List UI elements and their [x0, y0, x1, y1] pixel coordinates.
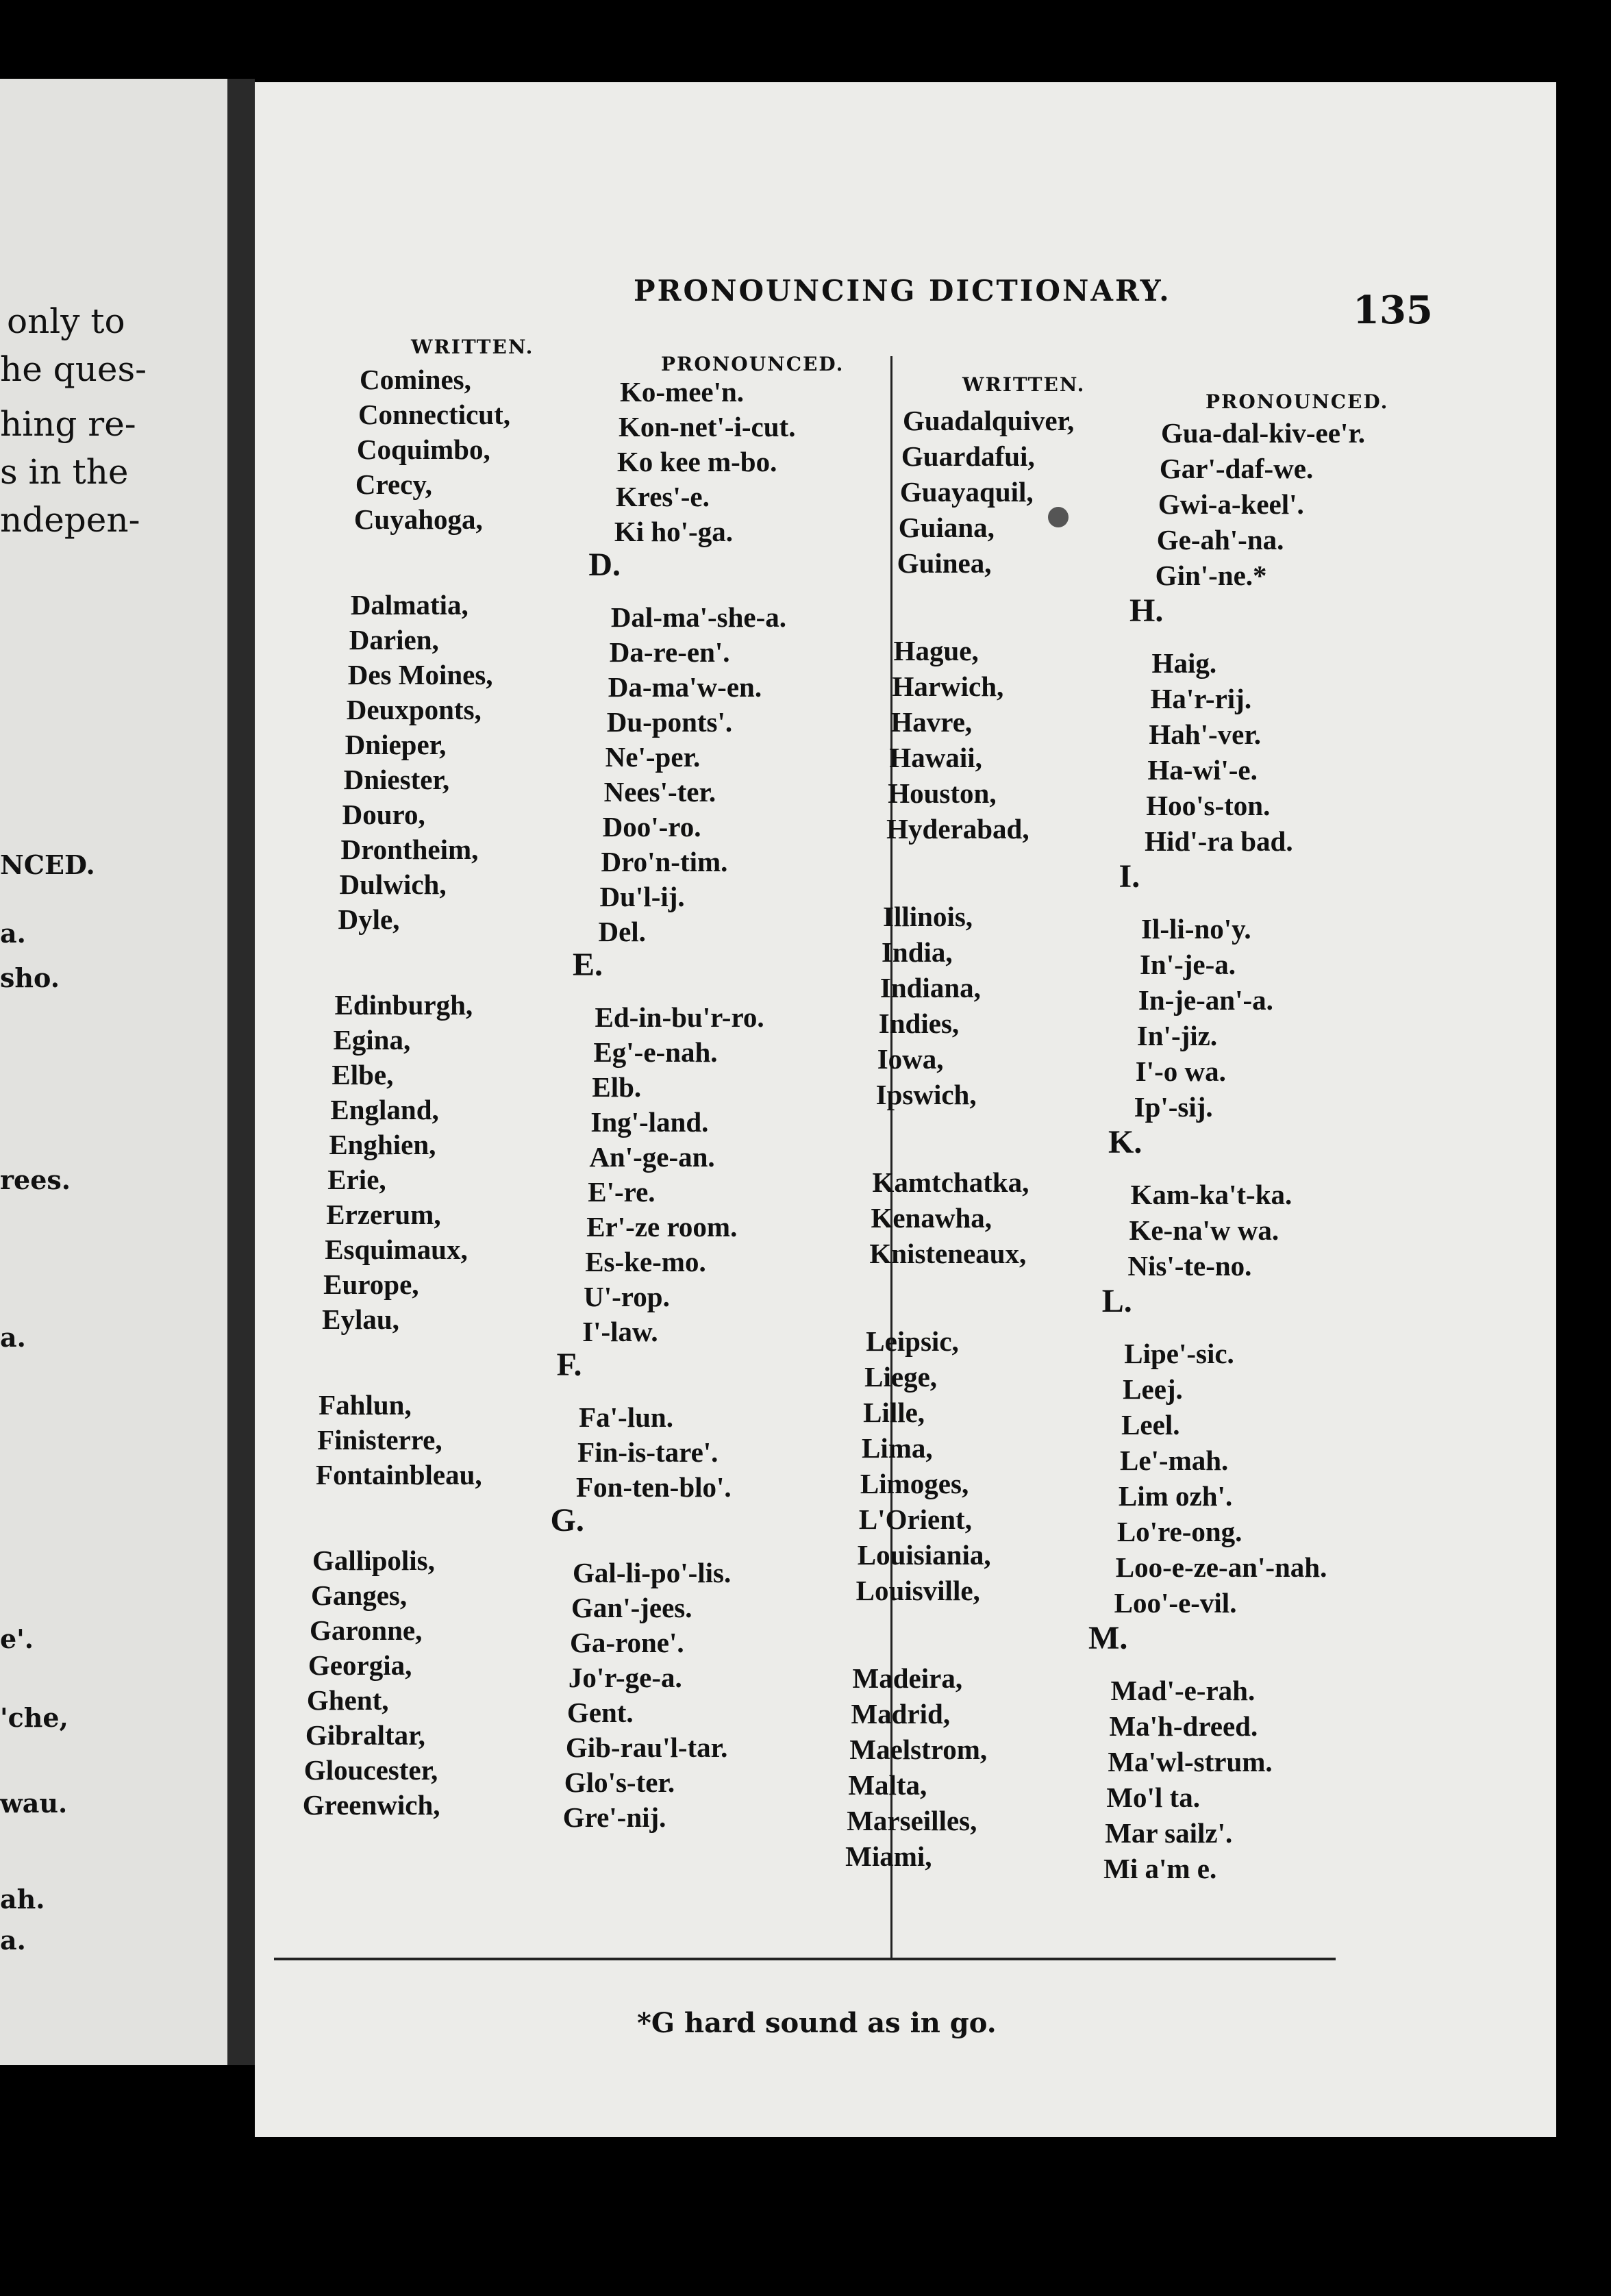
- pronounced-form: Fin-is-tare'.: [577, 1436, 719, 1468]
- written-form: Lille,: [863, 1397, 925, 1428]
- pronounced-form: Hah'-ver.: [1149, 719, 1262, 750]
- pronounced-form: Leej.: [1123, 1373, 1183, 1405]
- written-form: Crecy,: [355, 469, 432, 500]
- pronounced-form: Er'-ze room.: [586, 1211, 738, 1243]
- previous-page-fragment: wau.: [0, 1788, 68, 1819]
- pronounced-form: Kres'-e.: [615, 481, 710, 512]
- pronounced-form: Gre'-nij.: [562, 1801, 666, 1833]
- previous-page-fragment: a.: [0, 1925, 26, 1956]
- pronounced-form: Loo-e-ze-an'-nah.: [1115, 1551, 1327, 1583]
- written-form: Dniester,: [343, 764, 450, 795]
- written-form: England,: [330, 1094, 439, 1125]
- written-form: Miami,: [845, 1840, 932, 1872]
- pronounced-form: I'-law.: [582, 1316, 658, 1347]
- written-form: Malta,: [848, 1769, 927, 1801]
- pronounced-form: Mad'-e-rah.: [1110, 1675, 1256, 1706]
- left-written-header: WRITTEN.: [411, 336, 534, 358]
- written-form: Enghien,: [329, 1129, 436, 1160]
- page-title: PRONOUNCING DICTIONARY.: [634, 274, 1171, 308]
- pronounced-form: Ing'-land.: [590, 1106, 709, 1138]
- written-form: Harwich,: [892, 671, 1004, 702]
- right-written-header: WRITTEN.: [962, 373, 1086, 396]
- written-form: Illinois,: [883, 901, 973, 932]
- written-form: Fontainbleau,: [316, 1459, 482, 1490]
- written-form: Gibraltar,: [305, 1719, 425, 1751]
- written-form: Fahlun,: [319, 1389, 412, 1421]
- written-form: Marseilles,: [847, 1805, 977, 1836]
- previous-page-fragment: e'.: [0, 1623, 34, 1654]
- ink-smudge: [1048, 507, 1069, 527]
- pronounced-form: Gar'-daf-we.: [1159, 453, 1314, 484]
- footnote: *G hard sound as in go.: [637, 2007, 997, 2039]
- pronounced-form: U'-rop.: [584, 1281, 670, 1312]
- written-form: Madrid,: [851, 1698, 951, 1730]
- section-letter: M.: [1088, 1620, 1128, 1656]
- pronounced-form: Kam-ka't-ka.: [1130, 1179, 1292, 1210]
- previous-page-fragment: 'che,: [0, 1702, 68, 1733]
- written-form: Elbe,: [332, 1059, 394, 1090]
- pronounced-form: I'-o wa.: [1135, 1056, 1226, 1087]
- written-form: Gallipolis,: [312, 1545, 435, 1576]
- written-form: Madeira,: [852, 1662, 963, 1694]
- written-form: Ghent,: [306, 1684, 389, 1716]
- written-form: Havre,: [890, 706, 973, 738]
- pronounced-form: Loo'-e-vil.: [1114, 1587, 1237, 1619]
- pronounced-form: Ip'-sij.: [1134, 1091, 1213, 1123]
- written-form: Ipswich,: [875, 1079, 977, 1110]
- written-form: Erzerum,: [326, 1199, 441, 1230]
- written-form: Kamtchatka,: [872, 1166, 1029, 1198]
- section-letter: I.: [1119, 858, 1140, 895]
- pronounced-form: Nees'-ter.: [603, 776, 716, 808]
- pronounced-form: Le'-mah.: [1120, 1445, 1229, 1476]
- pronounced-form: Ma'h-dreed.: [1109, 1710, 1258, 1742]
- pronounced-form: Hid'-ra bad.: [1145, 825, 1293, 857]
- pronounced-form: Fon-ten-blo'.: [576, 1471, 732, 1503]
- written-form: Erie,: [327, 1164, 386, 1195]
- written-form: Knisteneaux,: [869, 1238, 1027, 1269]
- written-form: Dulwich,: [339, 869, 447, 900]
- pronounced-form: Lipe'-sic.: [1124, 1338, 1234, 1369]
- written-form: Guadalquiver,: [903, 405, 1075, 436]
- written-form: Coquimbo,: [356, 434, 490, 465]
- pronounced-form: Gan'-jees.: [571, 1592, 692, 1623]
- written-form: Guinea,: [897, 547, 992, 579]
- section-letter: K.: [1108, 1124, 1142, 1160]
- written-form: Houston,: [888, 777, 997, 809]
- pronounced-form: Leel.: [1121, 1409, 1180, 1440]
- pronounced-form: Dro'n-tim.: [601, 846, 728, 877]
- pronounced-form: Mi a'm e.: [1103, 1853, 1217, 1884]
- pronounced-form: Gwi-a-keel'.: [1158, 488, 1304, 520]
- page-number: 135: [1353, 288, 1433, 333]
- written-form: Garonne,: [309, 1614, 423, 1646]
- pronounced-form: Ne'-per.: [605, 741, 701, 773]
- written-form: Edinburgh,: [334, 989, 473, 1021]
- written-form: Darien,: [349, 624, 439, 656]
- pronounced-form: Haig.: [1151, 647, 1217, 679]
- pronounced-form: Ha-wi'-e.: [1147, 754, 1258, 786]
- written-form: Guardafui,: [901, 440, 1035, 472]
- section-letter: H.: [1129, 592, 1164, 629]
- pronounced-form: Ha'r-rij.: [1150, 683, 1252, 714]
- pronounced-form: Ed-in-bu'r-ro.: [595, 1001, 764, 1033]
- pronounced-form: In-je-an'-a.: [1138, 984, 1273, 1016]
- pronounced-form: In'-jiz.: [1136, 1020, 1218, 1051]
- pronounced-form: E'-re.: [588, 1176, 655, 1208]
- written-form: Louisville,: [856, 1575, 980, 1606]
- written-form: Hyderabad,: [886, 813, 1029, 845]
- previous-page-fragment: ndepen-: [0, 500, 140, 540]
- written-form: Greenwich,: [302, 1789, 440, 1821]
- pronounced-form: Gent.: [566, 1697, 634, 1728]
- written-form: Douro,: [342, 799, 425, 830]
- bottom-rule: [274, 1958, 1336, 1960]
- previous-page-fragment: NCED.: [0, 849, 95, 880]
- written-form: Gloucester,: [303, 1754, 438, 1786]
- written-form: Dalmatia,: [350, 589, 469, 621]
- written-form: Dyle,: [338, 903, 400, 935]
- pronounced-form: Dal-ma'-she-a.: [610, 601, 787, 633]
- pronounced-form: Hoo's-ton.: [1146, 790, 1271, 821]
- section-letter: L.: [1101, 1283, 1132, 1319]
- left-pronounced-header: PRONOUNCED.: [661, 353, 845, 375]
- written-form: Lima,: [862, 1432, 933, 1464]
- right-pronounced-header: PRONOUNCED.: [1206, 390, 1389, 413]
- pronounced-form: An'-ge-an.: [589, 1141, 715, 1173]
- section-letter: F.: [556, 1347, 582, 1383]
- pronounced-form: Fa'-lun.: [579, 1401, 673, 1433]
- pronounced-form: Elb.: [592, 1071, 642, 1103]
- previous-page-fragment: a.: [0, 1322, 26, 1353]
- pronounced-form: Nis'-te-no.: [1127, 1250, 1252, 1282]
- written-form: Guiana,: [898, 512, 995, 543]
- pronounced-form: In'-je-a.: [1139, 949, 1236, 980]
- pronounced-form: Ko-mee'n.: [620, 376, 745, 408]
- written-form: Finisterre,: [317, 1424, 442, 1456]
- section-letter: G.: [550, 1502, 584, 1538]
- pronounced-form: Ke-na'w wa.: [1129, 1214, 1279, 1246]
- pronounced-form: Ko kee m-bo.: [616, 446, 777, 477]
- written-form: Kenawha,: [871, 1202, 992, 1234]
- written-form: Esquimaux,: [325, 1234, 468, 1265]
- previous-page-fragment: a.: [0, 918, 26, 949]
- written-form: Hawaii,: [889, 742, 982, 773]
- written-form: Eylau,: [322, 1303, 399, 1335]
- pronounced-form: Gal-li-po'-lis.: [573, 1557, 732, 1588]
- previous-page-fragment: s in the: [0, 452, 129, 492]
- pronounced-form: Ga-rone'.: [569, 1627, 684, 1658]
- pronounced-form: Il-li-no'y.: [1141, 913, 1251, 945]
- pronounced-form: Gua-dal-kiv-ee'r.: [1161, 417, 1366, 449]
- written-form: Iowa,: [877, 1043, 944, 1075]
- pronounced-form: Gin'-ne.*: [1155, 560, 1267, 591]
- written-form: Europe,: [323, 1269, 419, 1300]
- pronounced-form: Lo're-ong.: [1116, 1516, 1242, 1547]
- previous-page-fragment: sho.: [0, 962, 60, 993]
- written-form: Ganges,: [311, 1580, 408, 1611]
- pronounced-form: Del.: [598, 916, 646, 947]
- previous-page: [0, 79, 227, 2065]
- written-form: Drontheim,: [340, 834, 479, 865]
- pronounced-form: Glo's-ter.: [564, 1767, 675, 1798]
- written-form: Liege,: [864, 1361, 938, 1393]
- written-form: Leipsic,: [866, 1325, 959, 1357]
- pronounced-form: Ge-ah'-na.: [1156, 524, 1284, 556]
- written-form: Connecticut,: [358, 399, 511, 430]
- written-form: Limoges,: [860, 1468, 969, 1499]
- pronounced-form: Es-ke-mo.: [585, 1246, 706, 1277]
- pronounced-form: Gib-rau'l-tar.: [565, 1732, 728, 1763]
- previous-page-fragment: ah.: [0, 1884, 45, 1914]
- written-form: Guayaquil,: [899, 476, 1034, 508]
- written-form: Indiana,: [879, 972, 981, 1003]
- pronounced-form: Ma'wl-strum.: [1108, 1746, 1273, 1777]
- pronounced-form: Jo'r-ge-a.: [568, 1662, 682, 1693]
- written-form: Georgia,: [308, 1649, 412, 1681]
- pronounced-form: Doo'-ro.: [602, 811, 701, 843]
- written-form: L'Orient,: [858, 1503, 972, 1535]
- previous-page-fragment: he ques-: [0, 349, 147, 389]
- pronounced-form: Lim ozh'.: [1118, 1480, 1233, 1512]
- section-letter: E.: [572, 947, 603, 983]
- written-form: Comines,: [360, 364, 471, 395]
- pronounced-form: Ki ho'-ga.: [614, 516, 733, 547]
- section-letter: D.: [588, 547, 621, 583]
- previous-page-fragment: hing re-: [0, 404, 136, 444]
- written-form: Deuxponts,: [346, 694, 482, 725]
- pronounced-form: Eg'-e-nah.: [593, 1036, 718, 1068]
- written-form: Cuyahoga,: [353, 503, 483, 535]
- pronounced-form: Da-re-en'.: [609, 636, 730, 668]
- pronounced-form: Du-ponts'.: [606, 706, 733, 738]
- previous-page-fragment: only to: [7, 301, 125, 341]
- written-form: India,: [881, 936, 953, 968]
- pronounced-form: Mar sailz'.: [1105, 1817, 1233, 1849]
- previous-page-fragment: rees.: [0, 1164, 71, 1195]
- pronounced-form: Mo'l ta.: [1106, 1782, 1200, 1813]
- written-form: Des Moines,: [347, 659, 493, 690]
- written-form: Egina,: [333, 1024, 411, 1056]
- written-form: Dnieper,: [345, 729, 447, 760]
- written-form: Hague,: [893, 635, 979, 666]
- written-form: Maelstrom,: [849, 1734, 988, 1765]
- written-form: Louisiania,: [857, 1539, 991, 1571]
- pronounced-form: Da-ma'w-en.: [608, 671, 762, 703]
- book-gutter: [227, 79, 255, 2065]
- pronounced-form: Du'l-ij.: [599, 881, 685, 912]
- written-form: Indies,: [878, 1008, 960, 1039]
- pronounced-form: Kon-net'-i-cut.: [618, 411, 796, 442]
